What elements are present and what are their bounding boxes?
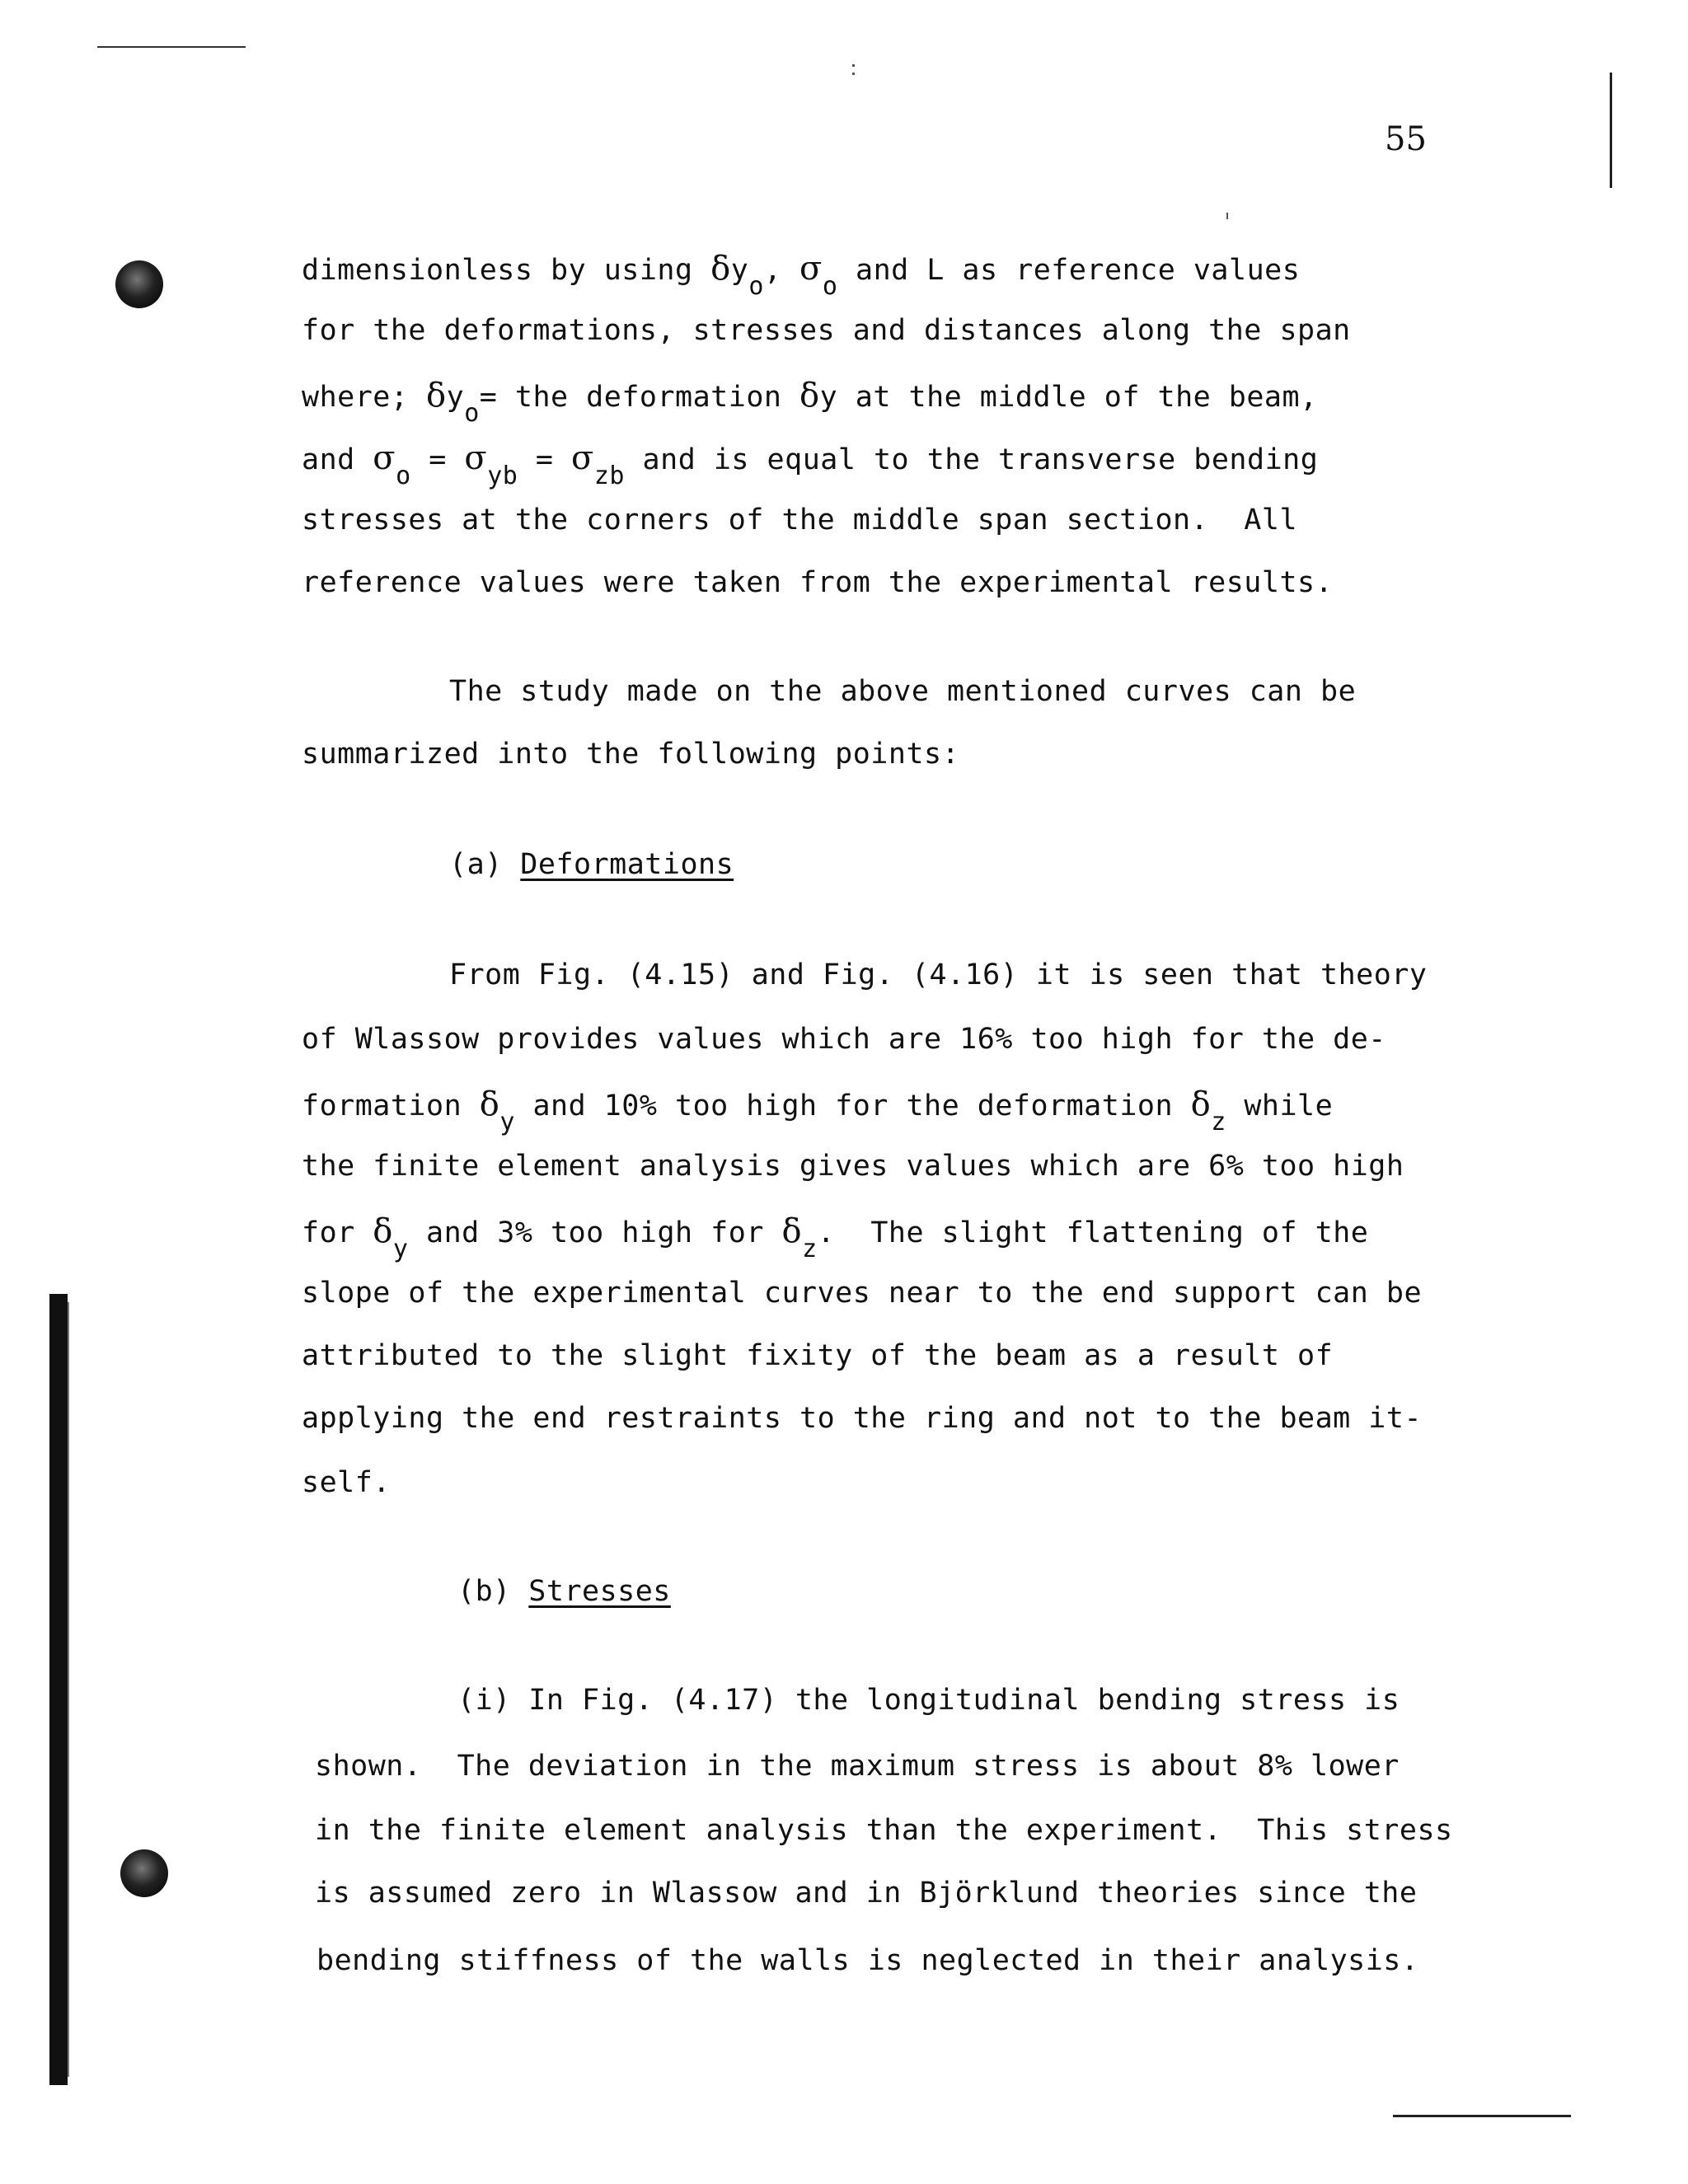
text-line: slope of the experimental curves near to the end support can be: [302, 1277, 1423, 1310]
text-line: for δy and 3% too high for δz. The slight flattening of the: [302, 1212, 1369, 1263]
text-line: attributed to the slight fixity of the beam as a result of: [302, 1339, 1334, 1372]
delta-symbol: δ: [373, 1212, 393, 1250]
text-line: in the finite element analysis than the experiment. This stress: [315, 1814, 1453, 1847]
text-line: applying the end restraints to the ring and not to the beam it-: [302, 1402, 1423, 1435]
scan-speck: [852, 64, 855, 67]
text-line: bending stiffness of the walls is neglected in their analysis.: [316, 1944, 1419, 1977]
delta-symbol: δ: [426, 377, 447, 415]
text-line: is assumed zero in Wlassow and in Björklund theories since the: [315, 1877, 1418, 1910]
text-line: (i) In Fig. (4.17) the longitudinal bending stress is: [457, 1684, 1400, 1717]
section-heading-stresses: (b) Stresses: [457, 1575, 671, 1608]
punch-hole-top: [115, 260, 163, 308]
text-line: dimensionless by using δyo, σo and L as reference values: [302, 250, 1301, 301]
text-line: self.: [302, 1466, 391, 1499]
text-line: and σo = σyb = σzb and is equal to the transverse bending: [302, 439, 1319, 490]
scan-edge-rule-top: [97, 46, 246, 48]
scan-edge-mark-right: [1610, 73, 1612, 188]
scan-speck: [1226, 213, 1228, 219]
sigma-symbol: σ: [373, 439, 396, 477]
text-line: for the deformations, stresses and distances along the span: [302, 314, 1351, 347]
delta-symbol: δ: [799, 377, 820, 415]
text-line: stresses at the corners of the middle span section. All: [302, 504, 1298, 537]
section-heading-deformations: (a) Deformations: [449, 848, 734, 881]
delta-symbol: δ: [1190, 1085, 1212, 1123]
text-line: reference values were taken from the experimental results.: [302, 566, 1334, 599]
delta-symbol: δ: [710, 250, 731, 288]
scan-binding-shadow: [49, 1294, 68, 2085]
delta-symbol: δ: [479, 1085, 500, 1123]
text-line: From Fig. (4.15) and Fig. (4.16) it is seen that theory: [449, 958, 1428, 991]
scan-binding-line: [68, 1302, 69, 2077]
sigma-symbol: σ: [464, 439, 488, 477]
text-line: formation δy and 10% too high for the deformation δz while: [302, 1085, 1334, 1137]
scan-edge-rule-bottom: [1393, 2115, 1571, 2117]
sigma-symbol: σ: [799, 250, 823, 288]
scan-speck: [852, 73, 855, 75]
sigma-symbol: σ: [571, 439, 594, 477]
text-line: The study made on the above mentioned curves can be: [449, 675, 1357, 708]
text-line: the finite element analysis gives values which are 6% too high: [302, 1150, 1404, 1183]
page-number: 55: [1385, 120, 1427, 158]
text-line: of Wlassow provides values which are 16% too high for the de-: [302, 1023, 1386, 1056]
text-line: summarized into the following points:: [302, 738, 960, 771]
punch-hole-bottom: [120, 1849, 168, 1897]
delta-symbol: δ: [781, 1212, 803, 1250]
text-line: where; δyo= the deformation δy at the middle of the beam,: [302, 377, 1318, 428]
text-line: shown. The deviation in the maximum stress is about 8% lower: [315, 1750, 1400, 1783]
